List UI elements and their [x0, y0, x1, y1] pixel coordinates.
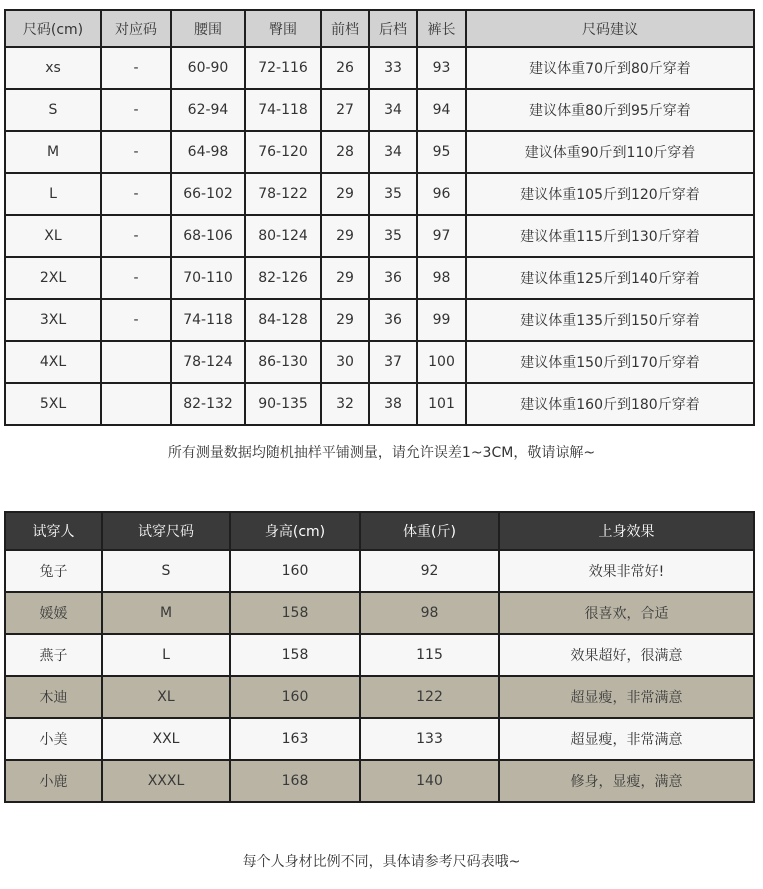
cell-tester: 木迪 [5, 676, 102, 718]
cell-length: 98 [417, 257, 466, 299]
table-row [5, 718, 754, 760]
table-row [5, 760, 754, 802]
cell-size: 4XL [5, 341, 101, 383]
cell-equivalent-size: - [101, 299, 171, 341]
cell-front-rise: 28 [321, 131, 369, 173]
cell-length: 94 [417, 89, 466, 131]
header-front-rise: 前档 [321, 10, 369, 47]
cell-fit-effect: 超显瘦，非常满意 [499, 676, 754, 718]
cell-weight: 115 [360, 634, 499, 676]
cell-length: 97 [417, 215, 466, 257]
size-chart-header-row [5, 10, 754, 47]
cell-suggestion: 建议体重135斤到150斤穿着 [466, 299, 754, 341]
cell-equivalent-size [101, 341, 171, 383]
cell-waist: 62-94 [171, 89, 245, 131]
cell-front-rise: 27 [321, 89, 369, 131]
cell-hip: 80-124 [245, 215, 321, 257]
cell-front-rise: 26 [321, 47, 369, 89]
cell-trial-size: XL [102, 676, 230, 718]
cell-trial-size: M [102, 592, 230, 634]
table-row [5, 341, 754, 383]
cell-hip: 78-122 [245, 173, 321, 215]
cell-size: L [5, 173, 101, 215]
trial-fit-body [5, 550, 754, 802]
cell-suggestion: 建议体重90斤到110斤穿着 [466, 131, 754, 173]
header-weight: 体重(斤) [360, 512, 499, 550]
table-row [5, 592, 754, 634]
cell-suggestion: 建议体重70斤到80斤穿着 [466, 47, 754, 89]
table-row [5, 47, 754, 89]
table-row [5, 634, 754, 676]
cell-suggestion: 建议体重150斤到170斤穿着 [466, 341, 754, 383]
cell-equivalent-size: - [101, 131, 171, 173]
header-length: 裤长 [417, 10, 466, 47]
header-trial-size: 试穿尺码 [102, 512, 230, 550]
cell-length: 100 [417, 341, 466, 383]
cell-size: 5XL [5, 383, 101, 425]
cell-waist: 78-124 [171, 341, 245, 383]
cell-height: 158 [230, 592, 360, 634]
cell-front-rise: 32 [321, 383, 369, 425]
size-chart-table [4, 9, 755, 426]
size-chart-body [5, 47, 754, 425]
cell-suggestion: 建议体重105斤到120斤穿着 [466, 173, 754, 215]
cell-back-rise: 38 [369, 383, 417, 425]
cell-hip: 76-120 [245, 131, 321, 173]
cell-trial-size: XXL [102, 718, 230, 760]
cell-trial-size: XXXL [102, 760, 230, 802]
reference-note: 每个人身材比例不同，具体请参考尺码表哦~ [242, 854, 521, 870]
cell-length: 96 [417, 173, 466, 215]
cell-equivalent-size [101, 383, 171, 425]
cell-size: xs [5, 47, 101, 89]
cell-hip: 82-126 [245, 257, 321, 299]
cell-front-rise: 29 [321, 257, 369, 299]
cell-fit-effect: 很喜欢，合适 [499, 592, 754, 634]
cell-length: 101 [417, 383, 466, 425]
cell-front-rise: 29 [321, 173, 369, 215]
cell-size: S [5, 89, 101, 131]
cell-weight: 122 [360, 676, 499, 718]
header-fit-effect: 上身效果 [499, 512, 754, 550]
trial-header-row [5, 512, 754, 550]
cell-equivalent-size: - [101, 215, 171, 257]
cell-length: 95 [417, 131, 466, 173]
measurement-note: 所有测量数据均随机抽样平铺测量，请允许误差1~3CM，敬请谅解~ [167, 445, 596, 461]
cell-weight: 140 [360, 760, 499, 802]
cell-back-rise: 36 [369, 299, 417, 341]
cell-hip: 86-130 [245, 341, 321, 383]
cell-equivalent-size: - [101, 47, 171, 89]
cell-waist: 68-106 [171, 215, 245, 257]
cell-size: 2XL [5, 257, 101, 299]
cell-height: 160 [230, 550, 360, 592]
table-row [5, 299, 754, 341]
cell-waist: 74-118 [171, 299, 245, 341]
cell-waist: 82-132 [171, 383, 245, 425]
table-row [5, 383, 754, 425]
table-row [5, 550, 754, 592]
table-row [5, 131, 754, 173]
cell-fit-effect: 超显瘦，非常满意 [499, 718, 754, 760]
cell-equivalent-size: - [101, 89, 171, 131]
header-size: 尺码(cm) [5, 10, 101, 47]
cell-weight: 133 [360, 718, 499, 760]
cell-waist: 64-98 [171, 131, 245, 173]
table-row [5, 173, 754, 215]
table-row [5, 257, 754, 299]
header-suggestion: 尺码建议 [466, 10, 754, 47]
cell-tester: 媛媛 [5, 592, 102, 634]
cell-waist: 66-102 [171, 173, 245, 215]
cell-size: 3XL [5, 299, 101, 341]
cell-waist: 60-90 [171, 47, 245, 89]
cell-fit-effect: 效果非常好! [499, 550, 754, 592]
header-equivalent-size: 对应码 [101, 10, 171, 47]
cell-waist: 70-110 [171, 257, 245, 299]
cell-front-rise: 30 [321, 341, 369, 383]
cell-height: 168 [230, 760, 360, 802]
cell-height: 160 [230, 676, 360, 718]
header-waist: 腰围 [171, 10, 245, 47]
cell-back-rise: 33 [369, 47, 417, 89]
cell-back-rise: 35 [369, 215, 417, 257]
cell-fit-effect: 效果超好，很满意 [499, 634, 754, 676]
table-row [5, 89, 754, 131]
cell-tester: 小鹿 [5, 760, 102, 802]
cell-back-rise: 34 [369, 89, 417, 131]
cell-equivalent-size: - [101, 257, 171, 299]
cell-tester: 小美 [5, 718, 102, 760]
cell-hip: 72-116 [245, 47, 321, 89]
cell-height: 158 [230, 634, 360, 676]
cell-back-rise: 35 [369, 173, 417, 215]
cell-back-rise: 36 [369, 257, 417, 299]
cell-length: 99 [417, 299, 466, 341]
cell-trial-size: L [102, 634, 230, 676]
cell-tester: 燕子 [5, 634, 102, 676]
cell-back-rise: 34 [369, 131, 417, 173]
cell-back-rise: 37 [369, 341, 417, 383]
cell-front-rise: 29 [321, 215, 369, 257]
cell-height: 163 [230, 718, 360, 760]
cell-front-rise: 29 [321, 299, 369, 341]
table-row [5, 676, 754, 718]
trial-fit-table [4, 511, 755, 803]
cell-hip: 90-135 [245, 383, 321, 425]
cell-suggestion: 建议体重80斤到95斤穿着 [466, 89, 754, 131]
header-back-rise: 后档 [369, 10, 417, 47]
cell-suggestion: 建议体重125斤到140斤穿着 [466, 257, 754, 299]
header-tester: 试穿人 [5, 512, 102, 550]
cell-tester: 兔子 [5, 550, 102, 592]
cell-weight: 92 [360, 550, 499, 592]
cell-size: M [5, 131, 101, 173]
cell-size: XL [5, 215, 101, 257]
cell-suggestion: 建议体重160斤到180斤穿着 [466, 383, 754, 425]
cell-weight: 98 [360, 592, 499, 634]
cell-length: 93 [417, 47, 466, 89]
cell-hip: 74-118 [245, 89, 321, 131]
cell-trial-size: S [102, 550, 230, 592]
header-hip: 臀围 [245, 10, 321, 47]
table-row [5, 215, 754, 257]
header-height: 身高(cm) [230, 512, 360, 550]
cell-suggestion: 建议体重115斤到130斤穿着 [466, 215, 754, 257]
cell-fit-effect: 修身，显瘦，满意 [499, 760, 754, 802]
cell-hip: 84-128 [245, 299, 321, 341]
cell-equivalent-size: - [101, 173, 171, 215]
